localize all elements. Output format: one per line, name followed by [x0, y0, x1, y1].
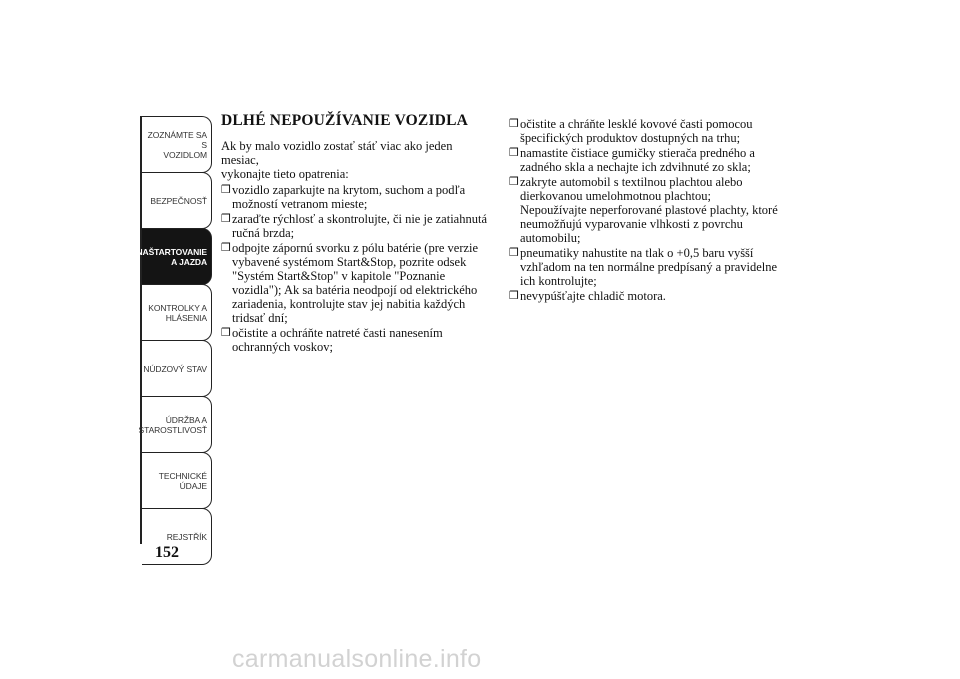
tab-bezpecnost[interactable]	[142, 172, 212, 229]
checkbox-bullet-icon: ❒	[221, 326, 231, 339]
list-item-text: vozidlo zaparkujte na krytom, suchom a podľa možností vetranom mieste;	[232, 183, 466, 211]
tab-nudzovy-stav[interactable]	[142, 340, 212, 397]
tab-nastartovanie-a-jazda[interactable]	[136, 228, 212, 285]
checkbox-bullet-icon: ❒	[509, 246, 519, 259]
tab-label: ÚDRŽBA A STAROSTLIVOSŤ	[138, 414, 207, 435]
checkbox-bullet-icon: ❒	[221, 212, 231, 225]
list-item-text: pneumatiky nahustite na tlak o +0,5 baru vyšší vzhľadom na ten normálne predpísaný a pravidelne ich kontrolujte;	[520, 246, 778, 288]
tab-label: ZOZNÁMTE SA S VOZIDLOM	[147, 129, 207, 160]
list-item-text: očistite a chráňte lesklé kovové časti pomocou špecifických produktov dostupných na trhu;	[520, 117, 753, 145]
list-item	[509, 175, 779, 245]
checkbox-bullet-icon: ❒	[509, 117, 519, 130]
tab-label: KONTROLKY A HLÁSENIA	[148, 302, 207, 323]
page-number: 152	[155, 544, 179, 561]
checkbox-bullet-icon: ❒	[221, 241, 231, 254]
right-column	[509, 117, 779, 304]
list-item	[509, 146, 779, 174]
checkbox-bullet-icon: ❒	[509, 146, 519, 159]
list-item	[509, 246, 779, 288]
tab-label: BEZPEČNOSŤ	[150, 195, 207, 206]
watermark: carmanualsonline.info	[232, 645, 482, 673]
tab-label: REJSTŘÍK	[166, 531, 207, 542]
list-item-text: zaraďte rýchlosť a skontrolujte, či nie je zatiahnutá ručná brzda;	[232, 212, 487, 240]
checkbox-bullet-icon: ❒	[221, 183, 231, 196]
list-item-text: nevypúšťajte chladič motora.	[520, 289, 666, 303]
checkbox-bullet-icon: ❒	[509, 289, 519, 302]
chapter-tabs	[136, 116, 212, 565]
list-item-text: očistite a ochráňte natreté časti nanesením ochranných voskov;	[232, 326, 443, 354]
list-item	[509, 117, 779, 145]
tab-udrzba-a-starostlivost[interactable]	[138, 396, 212, 453]
tab-technicke-udaje[interactable]	[142, 452, 212, 509]
list-item	[221, 241, 491, 325]
list-item-text: odpojte zápornú svorku z pólu batérie (pre verzie vybavené systémom Start&Stop, pozrite odsek "Systém Start&Stop" v kapitole "Poznanie vozidla"); Ak sa batéria neodpojí od elektrického zariadenia, kontrolujte stav jej nabitia každých tridsať dní;	[232, 241, 479, 325]
section-title: DLHÉ NEPOUŽÍVANIE VOZIDLA	[221, 112, 469, 129]
tab-label: NÚDZOVÝ STAV	[143, 363, 207, 374]
tab-label: NAŠTARTOVANIE A JAZDA	[136, 246, 207, 267]
list-item	[221, 326, 491, 354]
list-item	[509, 289, 779, 303]
left-column	[221, 112, 491, 355]
intro-paragraph: Ak by malo vozidlo zostať stáť viac ako jeden mesiac, vykonajte tieto opatrenia:	[221, 139, 453, 181]
tab-kontrolky-a-hlasenia[interactable]	[142, 284, 212, 341]
list-item-text: zakryte automobil s textilnou plachtou alebo dierkovanou umelohmotnou plachtou; Nepoužívajte neperforované plastové plachty, ktoré neumožňujú vyparovanie vlhkosti z povrchu automobilu;	[520, 175, 778, 245]
tab-label: TECHNICKÉ ÚDAJE	[158, 470, 207, 491]
list-item	[221, 183, 491, 211]
tab-zoznamte-sa-s-vozidlom[interactable]	[142, 116, 212, 173]
list-item	[221, 212, 491, 240]
list-item-text: namastite čistiace gumičky stierača predného a zadného skla a nechajte ich zdvihnuté zo skla;	[520, 146, 755, 174]
checkbox-bullet-icon: ❒	[509, 175, 519, 188]
